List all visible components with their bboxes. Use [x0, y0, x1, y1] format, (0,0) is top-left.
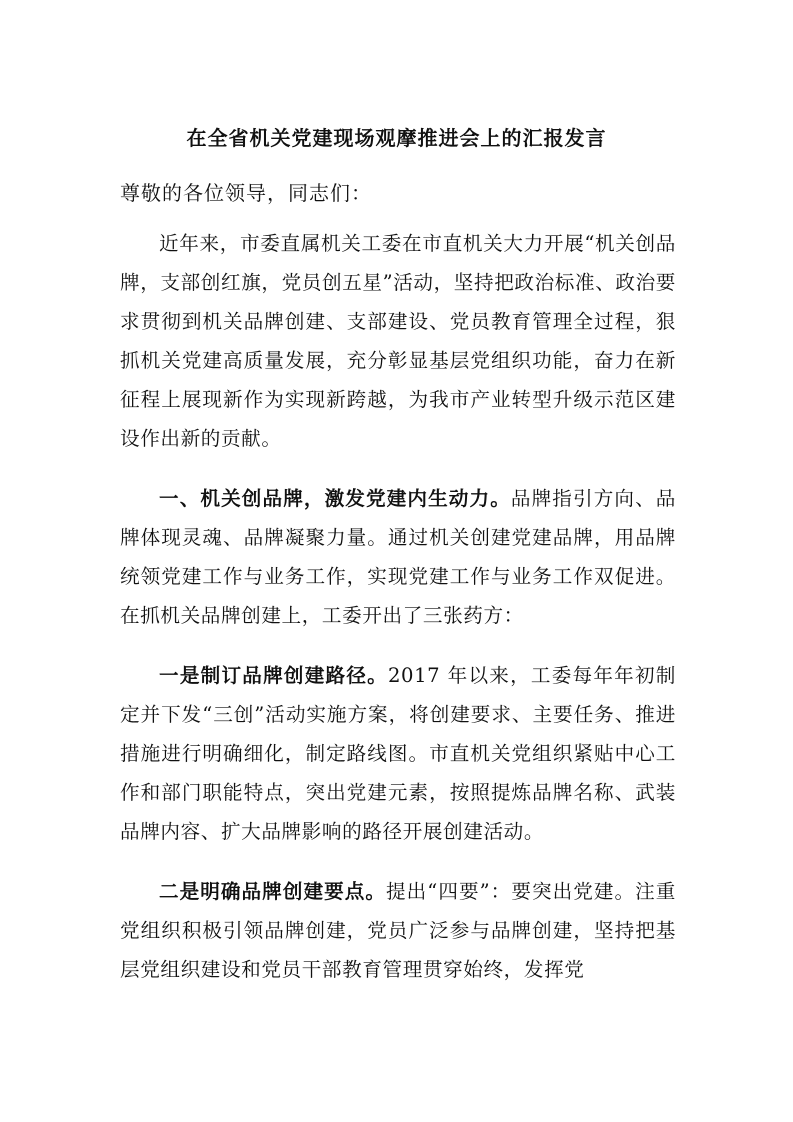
paragraph-body: 提出“四要”：要突出党建。注重党组织积极引领品牌创建，党员广泛参与品牌创建，坚持把基层党组织建设和党员干部教育管理贯穿始终，发挥党: [120, 880, 676, 981]
paragraph-point-two: [120, 872, 676, 989]
paragraph-body: 近年来，市委直属机关工委在市直机关大力开展“机关创品牌，支部创红旗，党员创五星”活动，坚持把政治标准、政治要求贯彻到机关品牌创建、支部建设、党员教育管理全过程，狠抓机关党建高质量发展，充分彰显基层党组织功能，奋力在新征程上展现新作为实现新跨越，为我市产业转型升级示范区建设作出新的贡献。: [120, 232, 676, 450]
point-heading: 二是明确品牌创建要点。: [159, 880, 387, 903]
paragraph-body: 品牌指引方向、品牌体现灵魂、品牌凝聚力量。通过机关创建党建品牌，用品牌统领党建工作与业务工作，实现党建工作与业务工作双促进。在抓机关品牌创建上，工委开出了三张药方：: [120, 487, 676, 627]
point-heading: 一是制订品牌创建路径。: [159, 664, 388, 687]
salutation: 尊敬的各位领导，同志们：: [120, 181, 372, 205]
document-title: 在全省机关党建现场观摩推进会上的汇报发言: [186, 126, 607, 150]
paragraph-section-one: [120, 479, 676, 635]
section-heading: 一、机关创品牌，激发党建内生动力。: [159, 487, 511, 510]
paragraph-body: 2017 年以来，工委每年年初制定并下发“三创”活动实施方案，将创建要求、主要任务、推进措施进行明确细化，制定路线图。市直机关党组织紧贴中心工作和部门职能特点，突出党建元素，按照提炼品牌名称、武装品牌内容、扩大品牌影响的路径开展创建活动。: [120, 664, 676, 843]
paragraph-intro: [120, 224, 676, 458]
paragraph-point-one: [120, 656, 676, 851]
